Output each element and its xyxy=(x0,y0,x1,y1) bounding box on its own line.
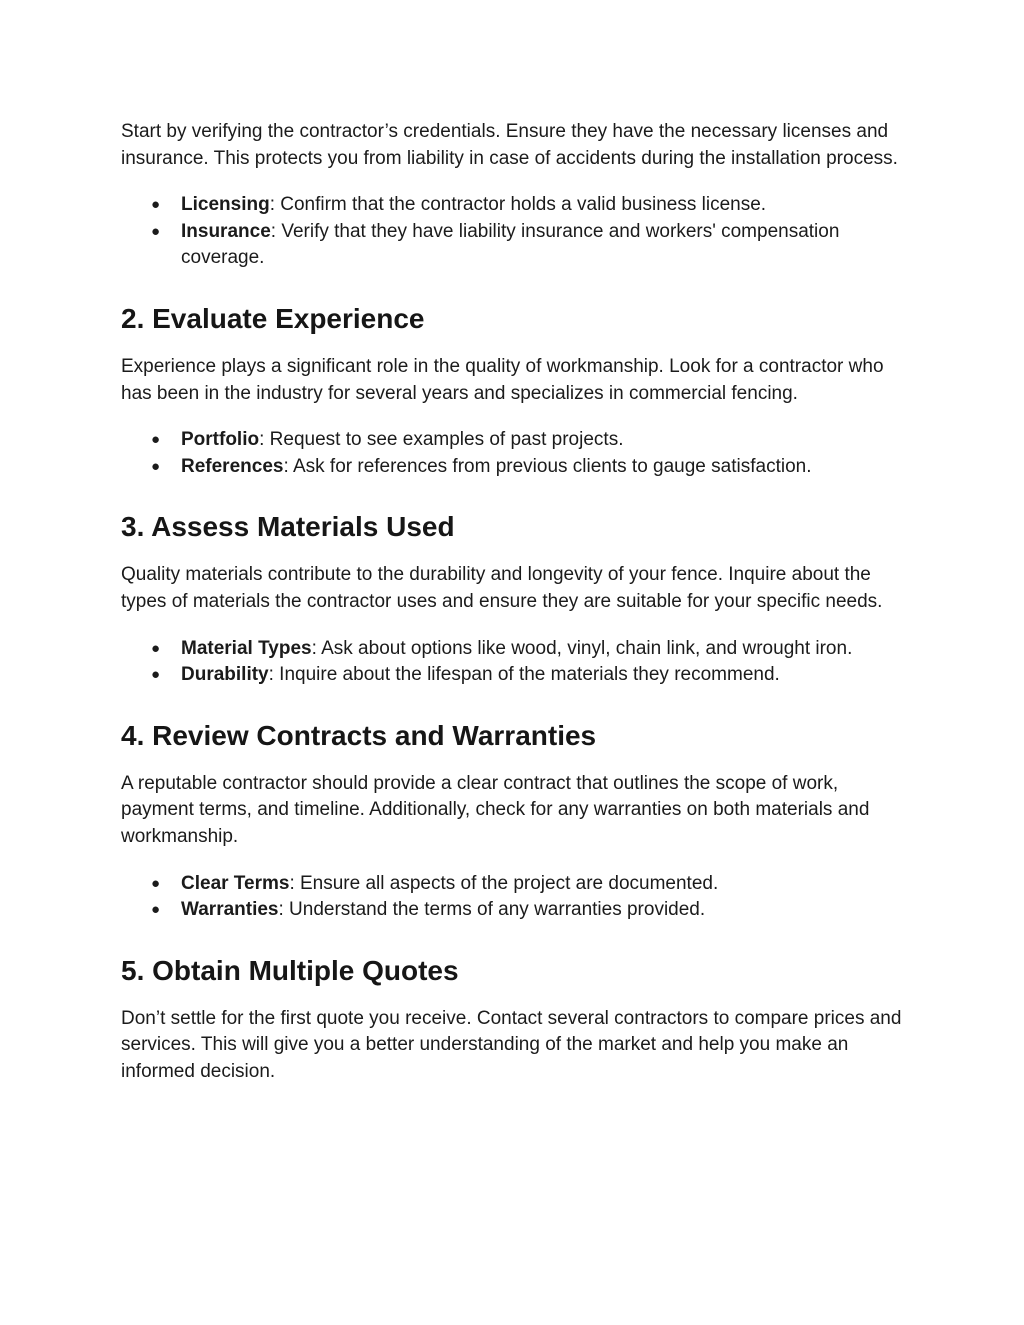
section-heading: 2. Evaluate Experience xyxy=(121,302,425,334)
list-item-term: Warranties xyxy=(181,899,279,921)
list-item-text: : Ensure all aspects of the project are documented. xyxy=(289,872,719,894)
intro-bullet-list xyxy=(121,192,911,272)
list-item xyxy=(121,871,911,898)
section-heading: 3. Assess Materials Used xyxy=(121,511,455,543)
bullet-icon: ● xyxy=(151,431,161,449)
bullet-icon: ● xyxy=(151,457,161,475)
list-item-term: Clear Terms xyxy=(181,872,290,894)
section-paragraph: A reputable contractor should provide a clear contract that outlines the scope of work, payment terms, and timeline. Additionally, check for any warranties on both materials and workmanship. xyxy=(121,772,870,847)
bullet-icon: ● xyxy=(151,639,161,657)
section-bullet-list xyxy=(121,871,911,924)
list-item xyxy=(121,897,911,924)
section-paragraph: Experience plays a significant role in the quality of workmanship. Look for a contractor who has been in the industry for several years and specializes in commercial fencing. xyxy=(121,355,884,404)
list-item-term: References xyxy=(181,455,284,477)
section-paragraph: Quality materials contribute to the durability and longevity of your fence. Inquire about the types of materials the contractor uses and ensure they are suitable for your specific needs. xyxy=(121,564,883,612)
bullet-icon: ● xyxy=(151,666,161,684)
bullet-icon: ● xyxy=(151,196,161,214)
list-item-text: : Verify that they have liability insurance and workers' compensation coverage. xyxy=(181,220,840,269)
list-item xyxy=(121,192,911,219)
section-paragraph: Don’t settle for the first quote you receive. Contact several contractors to compare prices and services. This will give you a better understanding of the market and help you make an informed decision. xyxy=(121,1007,902,1082)
bullet-icon: ● xyxy=(151,222,161,240)
list-item xyxy=(121,454,911,481)
list-item-text: : Ask for references from previous clients to gauge satisfaction. xyxy=(283,455,812,477)
section-bullet-list xyxy=(121,636,911,689)
list-item-text: : Inquire about the lifespan of the materials they recommend. xyxy=(268,664,780,686)
list-item xyxy=(121,219,911,272)
bullet-icon: ● xyxy=(151,874,161,892)
document-page xyxy=(121,119,911,1085)
list-item-term: Portfolio xyxy=(181,429,260,451)
list-item xyxy=(121,662,911,689)
list-item-term: Licensing xyxy=(181,194,270,216)
list-item-text: : Request to see examples of past projects. xyxy=(259,429,624,451)
list-item-term: Insurance xyxy=(181,220,271,242)
section-heading: 5. Obtain Multiple Quotes xyxy=(121,954,459,986)
section-bullet-list xyxy=(121,427,911,480)
bullet-icon: ● xyxy=(151,901,161,919)
list-item xyxy=(121,636,911,663)
list-item-term: Durability xyxy=(181,664,269,686)
section-heading: 4. Review Contracts and Warranties xyxy=(121,719,597,751)
list-item xyxy=(121,427,911,454)
list-item-text: : Confirm that the contractor holds a valid business license. xyxy=(269,194,767,216)
intro-paragraph: Start by verifying the contractor’s credentials. Ensure they have the necessary licenses and insurance. This protects you from liability in case of accidents during the installation process. xyxy=(121,121,898,169)
list-item-term: Material Types xyxy=(181,637,312,659)
list-item-text: : Ask about options like wood, vinyl, chain link, and wrought iron. xyxy=(311,637,853,659)
list-item-text: : Understand the terms of any warranties provided. xyxy=(278,899,706,921)
